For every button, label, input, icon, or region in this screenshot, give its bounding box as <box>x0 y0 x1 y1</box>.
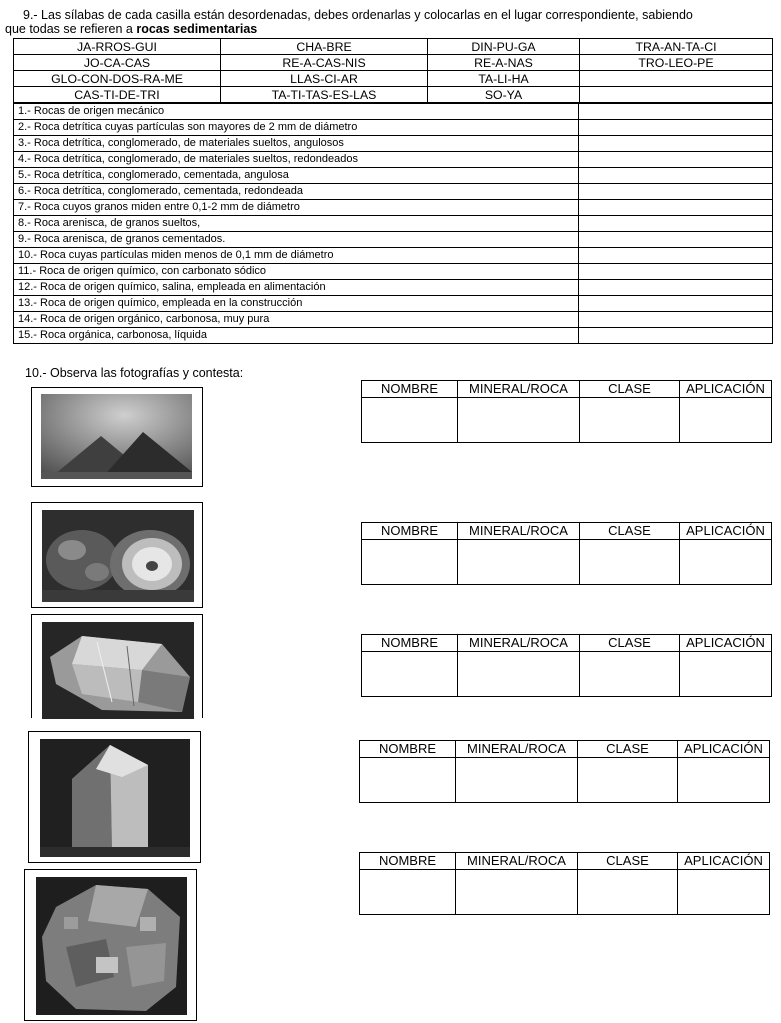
answer-table-header <box>360 853 770 870</box>
answer-cell[interactable] <box>579 216 773 232</box>
syllable-cell: JO-CA-CAS <box>14 55 221 71</box>
syllable-cell: CAS-TI-DE-TRI <box>14 87 221 103</box>
header-nombre: NOMBRE <box>360 853 456 870</box>
quartz-crystal-image <box>42 622 194 719</box>
syllable-cell: SO-YA <box>428 87 580 103</box>
definition-text: 14.- Roca de origen orgánico, carbonosa, muy pura <box>14 312 579 328</box>
definition-row <box>14 120 773 136</box>
definition-row <box>14 264 773 280</box>
header-aplicacion: APLICACIÓN <box>678 741 770 758</box>
definition-row <box>14 152 773 168</box>
question-9-line2-text: que todas se refieren a <box>5 22 137 36</box>
definition-row <box>14 232 773 248</box>
syllable-cell: CHA-BRE <box>221 39 428 55</box>
definition-text: 4.- Roca detrítica, conglomerado, de materiales sueltos, redondeados <box>14 152 579 168</box>
answer-cell-mineral-roca[interactable] <box>458 652 580 697</box>
quartz-crystal-photo <box>31 614 203 718</box>
header-mineral-roca: MINERAL/ROCA <box>458 635 580 652</box>
definition-row <box>14 280 773 296</box>
definition-text: 6.- Roca detrítica, conglomerado, cementada, redondeada <box>14 184 579 200</box>
answer-cell[interactable] <box>579 136 773 152</box>
syllable-cell: RE-A-CAS-NIS <box>221 55 428 71</box>
answer-cell-mineral-roca[interactable] <box>456 870 578 915</box>
header-nombre: NOMBRE <box>360 741 456 758</box>
definition-text: 13.- Roca de origen químico, empleada en la construcción <box>14 296 579 312</box>
answer-table-header <box>362 381 772 398</box>
question-9-line2 <box>5 22 257 36</box>
answer-row <box>362 398 772 443</box>
rock-sample-image <box>36 877 187 1015</box>
definitions-table <box>13 103 773 344</box>
definition-row <box>14 104 773 120</box>
definition-text: 3.- Roca detrítica, conglomerado, de materiales sueltos, angulosos <box>14 136 579 152</box>
syllable-grid <box>13 38 773 103</box>
answer-cell[interactable] <box>579 232 773 248</box>
answer-table-1 <box>361 380 772 443</box>
answer-cell-clase[interactable] <box>580 398 680 443</box>
header-clase: CLASE <box>578 853 678 870</box>
header-aplicacion: APLICACIÓN <box>680 523 772 540</box>
header-nombre: NOMBRE <box>362 523 458 540</box>
definition-row <box>14 248 773 264</box>
syllable-cell: TA-TI-TAS-ES-LAS <box>221 87 428 103</box>
answer-cell-nombre[interactable] <box>362 652 458 697</box>
syllable-cell <box>580 71 773 87</box>
answer-cell-aplicacion[interactable] <box>678 870 770 915</box>
answer-cell[interactable] <box>579 248 773 264</box>
geode-image <box>42 510 194 602</box>
pyramids-image <box>41 394 192 479</box>
definition-row <box>14 216 773 232</box>
syllable-cell: DIN-PU-GA <box>428 39 580 55</box>
answer-row <box>360 870 770 915</box>
answer-cell-aplicacion[interactable] <box>678 758 770 803</box>
answer-row <box>362 540 772 585</box>
header-clase: CLASE <box>578 741 678 758</box>
definition-row <box>14 168 773 184</box>
answer-cell[interactable] <box>579 264 773 280</box>
syllable-row <box>14 87 773 103</box>
definition-row <box>14 200 773 216</box>
header-mineral-roca: MINERAL/ROCA <box>458 523 580 540</box>
pyramids-photo <box>31 387 203 487</box>
syllable-cell: JA-RROS-GUI <box>14 39 221 55</box>
answer-table-header <box>362 635 772 652</box>
header-aplicacion: APLICACIÓN <box>680 381 772 398</box>
answer-cell-clase[interactable] <box>580 540 680 585</box>
answer-cell[interactable] <box>579 104 773 120</box>
answer-cell[interactable] <box>579 120 773 136</box>
answer-cell-nombre[interactable] <box>362 398 458 443</box>
answer-cell[interactable] <box>579 168 773 184</box>
answer-cell-aplicacion[interactable] <box>680 652 772 697</box>
header-mineral-roca: MINERAL/ROCA <box>456 853 578 870</box>
geode-photo <box>31 502 203 608</box>
syllable-row <box>14 39 773 55</box>
syllable-cell: LLAS-CI-AR <box>221 71 428 87</box>
definition-text: 15.- Roca orgánica, carbonosa, líquida <box>14 328 579 344</box>
answer-row <box>360 758 770 803</box>
answer-table-5 <box>359 852 770 915</box>
definition-text: 12.- Roca de origen químico, salina, empleada en alimentación <box>14 280 579 296</box>
definition-text: 11.- Roca de origen químico, con carbonato sódico <box>14 264 579 280</box>
header-nombre: NOMBRE <box>362 381 458 398</box>
header-aplicacion: APLICACIÓN <box>680 635 772 652</box>
definition-text: 8.- Roca arenisca, de granos sueltos, <box>14 216 579 232</box>
header-mineral-roca: MINERAL/ROCA <box>456 741 578 758</box>
syllable-cell: TRA-AN-TA-CI <box>580 39 773 55</box>
answer-table-2 <box>361 522 772 585</box>
answer-cell-aplicacion[interactable] <box>680 540 772 585</box>
answer-cell-clase[interactable] <box>580 652 680 697</box>
syllable-cell: RE-A-NAS <box>428 55 580 71</box>
answer-cell-mineral-roca[interactable] <box>456 758 578 803</box>
answer-cell-nombre[interactable] <box>360 870 456 915</box>
definition-text: 1.- Rocas de origen mecánico <box>14 104 579 120</box>
syllable-row <box>14 55 773 71</box>
header-nombre: NOMBRE <box>362 635 458 652</box>
definition-text: 10.- Roca cuyas partículas miden menos de 0,1 mm de diámetro <box>14 248 579 264</box>
header-mineral-roca: MINERAL/ROCA <box>458 381 580 398</box>
question-9-emphasis: rocas sedimentarias <box>136 22 258 36</box>
header-clase: CLASE <box>580 523 680 540</box>
answer-table-header <box>360 741 770 758</box>
answer-cell[interactable] <box>579 184 773 200</box>
answer-cell-nombre[interactable] <box>362 540 458 585</box>
rock-sample-photo <box>24 869 197 1021</box>
header-clase: CLASE <box>580 635 680 652</box>
answer-cell[interactable] <box>579 280 773 296</box>
definition-row <box>14 136 773 152</box>
answer-table-3 <box>361 634 772 697</box>
header-clase: CLASE <box>580 381 680 398</box>
answer-cell-nombre[interactable] <box>360 758 456 803</box>
answer-cell-mineral-roca[interactable] <box>458 398 580 443</box>
definition-text: 5.- Roca detrítica, conglomerado, cementada, angulosa <box>14 168 579 184</box>
definition-text: 2.- Roca detrítica cuyas partículas son mayores de 2 mm de diámetro <box>14 120 579 136</box>
definition-row <box>14 296 773 312</box>
answer-cell-clase[interactable] <box>578 870 678 915</box>
answer-cell[interactable] <box>579 200 773 216</box>
answer-cell-aplicacion[interactable] <box>680 398 772 443</box>
prism-crystal-image <box>40 739 190 857</box>
syllable-row <box>14 71 773 87</box>
prism-crystal-photo <box>28 731 201 863</box>
answer-cell[interactable] <box>579 312 773 328</box>
answer-cell[interactable] <box>579 152 773 168</box>
answer-cell-clase[interactable] <box>578 758 678 803</box>
definition-row <box>14 312 773 328</box>
answer-cell-mineral-roca[interactable] <box>458 540 580 585</box>
question-10-prompt: 10.- Observa las fotografías y contesta: <box>25 366 244 380</box>
answer-cell[interactable] <box>579 328 773 344</box>
question-9-instructions <box>5 8 775 36</box>
definition-row <box>14 328 773 344</box>
definition-text: 7.- Roca cuyos granos miden entre 0,1-2 mm de diámetro <box>14 200 579 216</box>
syllable-cell: TA-LI-HA <box>428 71 580 87</box>
syllable-cell: GLO-CON-DOS-RA-ME <box>14 71 221 87</box>
definition-row <box>14 184 773 200</box>
answer-table-header <box>362 523 772 540</box>
answer-row <box>362 652 772 697</box>
syllable-cell: TRO-LEO-PE <box>580 55 773 71</box>
syllable-cell <box>580 87 773 103</box>
header-aplicacion: APLICACIÓN <box>678 853 770 870</box>
question-9-line1: 9.- Las sílabas de cada casilla están desordenadas, debes ordenarlas y colocarlas en el lugar correspondiente, sabiendo <box>23 8 693 22</box>
answer-table-4 <box>359 740 770 803</box>
definition-text: 9.- Roca arenisca, de granos cementados. <box>14 232 579 248</box>
answer-cell[interactable] <box>579 296 773 312</box>
